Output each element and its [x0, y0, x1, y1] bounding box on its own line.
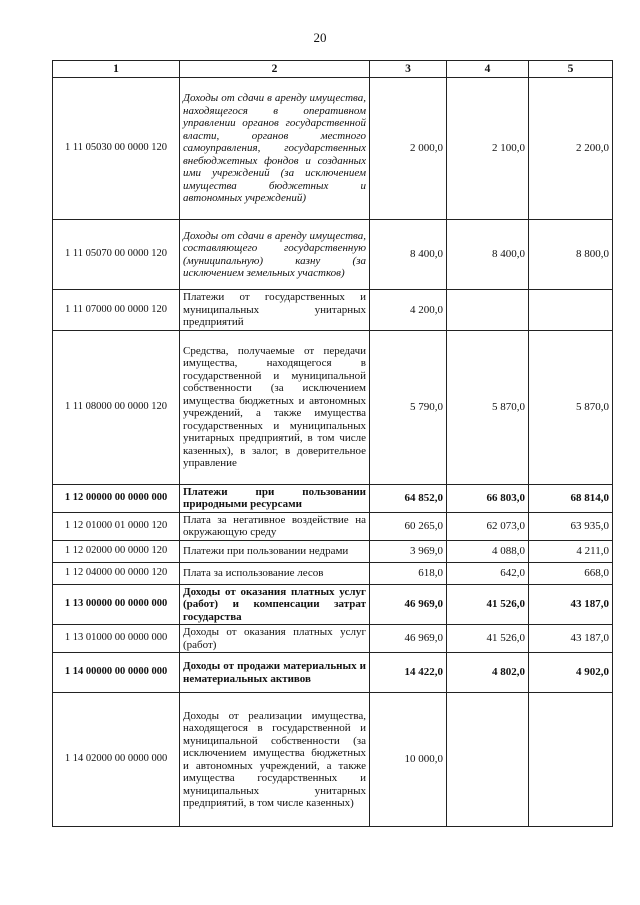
row-value-col5: 2 200,0: [529, 78, 613, 220]
row-value-col3: 618,0: [370, 562, 447, 584]
row-value-col4: 642,0: [447, 562, 529, 584]
page-number: 20: [313, 30, 327, 45]
row-code: 1 12 04000 00 0000 120: [53, 562, 180, 584]
row-name: Доходы от сдачи в аренду имущества, находящегося в оперативном управлении органов государственной власти, органов местного самоуправления, государственных внебюджетных фондов и созданных ими учреждений (за исключением имущества бюджетных и автономных учреждений): [180, 78, 370, 220]
header-col-3: 3: [370, 61, 447, 78]
table-row: [53, 330, 613, 484]
row-name: Платежи от государственных и муниципальных унитарных предприятий: [180, 290, 370, 331]
row-value-col5: 4 211,0: [529, 540, 613, 562]
row-value-col3: 3 969,0: [370, 540, 447, 562]
header-col-4: 4: [447, 61, 529, 78]
header-col-1: 1: [53, 61, 180, 78]
row-code: 1 12 02000 00 0000 120: [53, 540, 180, 562]
row-value-col4: 5 870,0: [447, 330, 529, 484]
row-value-col3: 64 852,0: [370, 484, 447, 512]
budget-table: [52, 60, 613, 827]
row-value-col3: 4 200,0: [370, 290, 447, 331]
row-value-col3: 14 422,0: [370, 653, 447, 693]
header-col-5: 5: [529, 61, 613, 78]
row-name: Доходы от реализации имущества, находящегося в государственной и муниципальной собственности (за исключением имущества бюджетных и автономных учреждений, а также имущества государственных и муниципальных унитарных предприятий, в том числе казенных): [180, 693, 370, 827]
row-name: Доходы от оказания платных услуг (работ): [180, 625, 370, 653]
row-value-col5: 8 800,0: [529, 220, 613, 290]
row-value-col5: 43 187,0: [529, 584, 613, 625]
row-name: Доходы от сдачи в аренду имущества, составляющего государственную (муниципальную) казну (за исключением земельных участков): [180, 220, 370, 290]
row-value-col5: 668,0: [529, 562, 613, 584]
row-name: Платежи при пользовании природными ресурсами: [180, 484, 370, 512]
row-value-col3: 60 265,0: [370, 512, 447, 540]
row-code: 1 13 01000 00 0000 000: [53, 625, 180, 653]
row-name: Плата за негативное воздействие на окружающую среду: [180, 512, 370, 540]
table-row: [53, 653, 613, 693]
table-header-row: [53, 61, 613, 78]
row-code: 1 11 05030 00 0000 120: [53, 78, 180, 220]
row-value-col3: 8 400,0: [370, 220, 447, 290]
table-row: [53, 484, 613, 512]
header-col-2: 2: [180, 61, 370, 78]
table-row: [53, 220, 613, 290]
row-code: 1 12 00000 00 0000 000: [53, 484, 180, 512]
row-value-col3: 10 000,0: [370, 693, 447, 827]
row-value-col4: 2 100,0: [447, 78, 529, 220]
row-value-col4: 41 526,0: [447, 625, 529, 653]
row-name: Доходы от продажи материальных и нематериальных активов: [180, 653, 370, 693]
row-value-col4: [447, 290, 529, 331]
row-value-col4: 41 526,0: [447, 584, 529, 625]
table-row: [53, 540, 613, 562]
row-value-col4: 4 802,0: [447, 653, 529, 693]
table-row: [53, 625, 613, 653]
row-code: 1 11 05070 00 0000 120: [53, 220, 180, 290]
row-value-col4: [447, 693, 529, 827]
row-value-col4: 4 088,0: [447, 540, 529, 562]
row-value-col5: [529, 290, 613, 331]
table-row: [53, 562, 613, 584]
row-value-col5: 4 902,0: [529, 653, 613, 693]
row-code: 1 12 01000 01 0000 120: [53, 512, 180, 540]
row-value-col4: 8 400,0: [447, 220, 529, 290]
table-row: [53, 584, 613, 625]
row-code: 1 14 02000 00 0000 000: [53, 693, 180, 827]
row-value-col5: 63 935,0: [529, 512, 613, 540]
row-value-col5: [529, 693, 613, 827]
row-value-col5: 43 187,0: [529, 625, 613, 653]
table-row: [53, 512, 613, 540]
row-value-col4: 62 073,0: [447, 512, 529, 540]
row-name: Доходы от оказания платных услуг (работ) и компенсации затрат государства: [180, 584, 370, 625]
row-value-col3: 2 000,0: [370, 78, 447, 220]
table-row: [53, 78, 613, 220]
row-code: 1 11 08000 00 0000 120: [53, 330, 180, 484]
row-name: Средства, получаемые от передачи имущества, находящегося в государственной и муниципальной собственности (за исключением имущества бюджетных и автономных учреждений, а также имущества государственных и муниципальных унитарных предприятий, в том числе казенных), в залог, в доверительное управление: [180, 330, 370, 484]
row-value-col4: 66 803,0: [447, 484, 529, 512]
row-value-col3: 5 790,0: [370, 330, 447, 484]
row-value-col3: 46 969,0: [370, 584, 447, 625]
row-value-col3: 46 969,0: [370, 625, 447, 653]
row-code: 1 13 00000 00 0000 000: [53, 584, 180, 625]
row-value-col5: 5 870,0: [529, 330, 613, 484]
row-value-col5: 68 814,0: [529, 484, 613, 512]
row-code: 1 11 07000 00 0000 120: [53, 290, 180, 331]
table-row: [53, 693, 613, 827]
table-row: [53, 290, 613, 331]
row-code: 1 14 00000 00 0000 000: [53, 653, 180, 693]
row-name: Плата за использование лесов: [180, 562, 370, 584]
row-name: Платежи при пользовании недрами: [180, 540, 370, 562]
